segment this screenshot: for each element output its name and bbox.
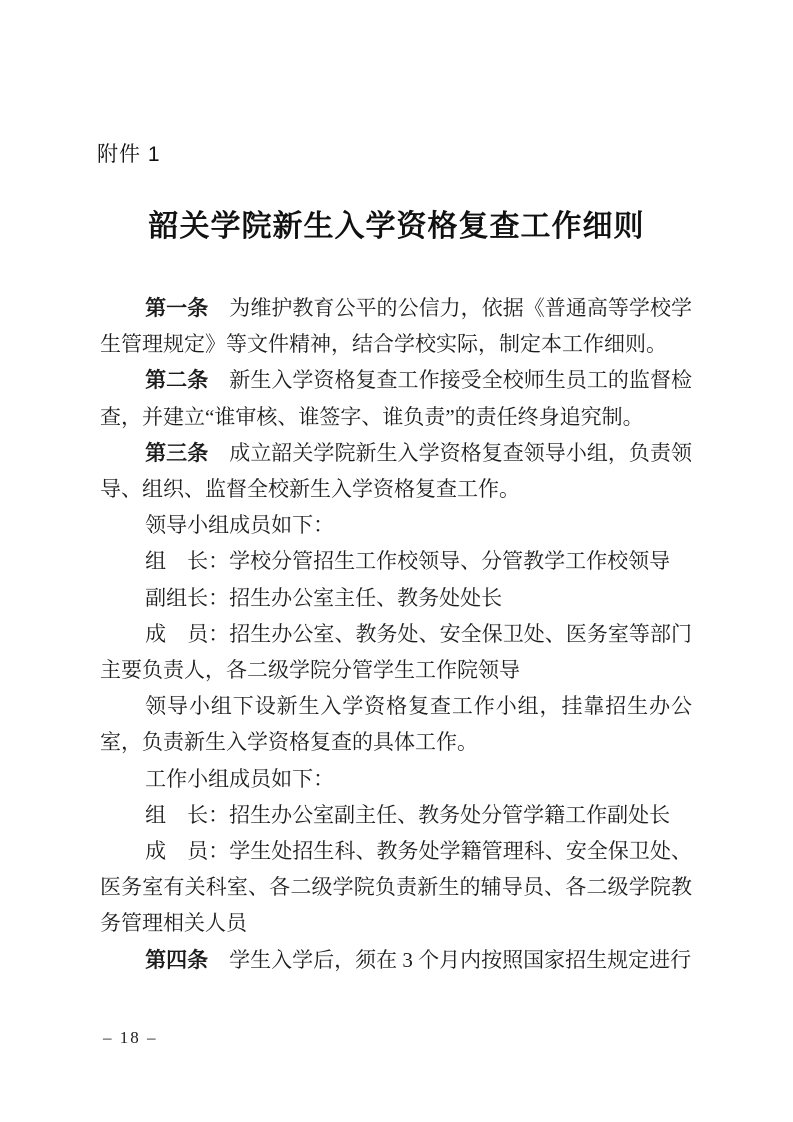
paragraph: 组 长：招生办公室副主任、教务处分管学籍工作副处长 [145, 802, 671, 827]
paragraph: 领导小组下设新生入学资格复查工作小组，挂靠招生办公室，负责新生入学资格复查的具体工作。 [100, 694, 692, 755]
paragraph: 成 员：学生处招生科、教务处学籍管理科、安全保卫处、医务室有关科室、各二级学院负责新生的辅导员、各二级学院教务管理相关人员 [100, 839, 692, 936]
paragraph: 第二条 新生入学资格复查工作接受全校师生员工的监督检查，并建立“谁审核、谁签字、谁负责”的责任终身追究制。 [100, 368, 693, 429]
paragraph: 领导小组成员如下： [145, 513, 335, 538]
paragraph: 第四条 学生入学后，须在 3 个月内按照国家招生规定进行 [145, 947, 692, 972]
paragraph: 工作小组成员如下： [145, 766, 335, 791]
attachment-label: 附件 1 [97, 143, 161, 166]
article-term: 第四条 [145, 947, 209, 972]
article-term: 第三条 [145, 440, 209, 465]
paragraph: 成 员：招生办公室、教务处、安全保卫处、医务室等部门主要负责人，各二级学院分管学生工作院领导 [100, 621, 692, 683]
paragraph: 副组长：招生办公室主任、教务处处长 [145, 585, 503, 610]
article-term: 第二条 [145, 368, 209, 393]
paragraph: 组 长：学校分管招生工作校领导、分管教学工作校领导 [145, 549, 671, 574]
paragraph: 第一条 为维护教育公平的公信力，依据《普通高等学校学生管理规定》等文件精神，结合学校实际，制定本工作细则。 [100, 296, 693, 357]
document-title: 韶关学院新生入学资格复查工作细则 [148, 210, 645, 243]
article-term: 第一条 [145, 296, 209, 320]
page-number: – 18 – [103, 1028, 158, 1047]
document-body [100, 290, 692, 978]
paragraph: 第三条 成立韶关学院新生入学资格复查领导小组，负责领导、组织、监督全校新生入学资格复查工作。 [100, 440, 693, 502]
